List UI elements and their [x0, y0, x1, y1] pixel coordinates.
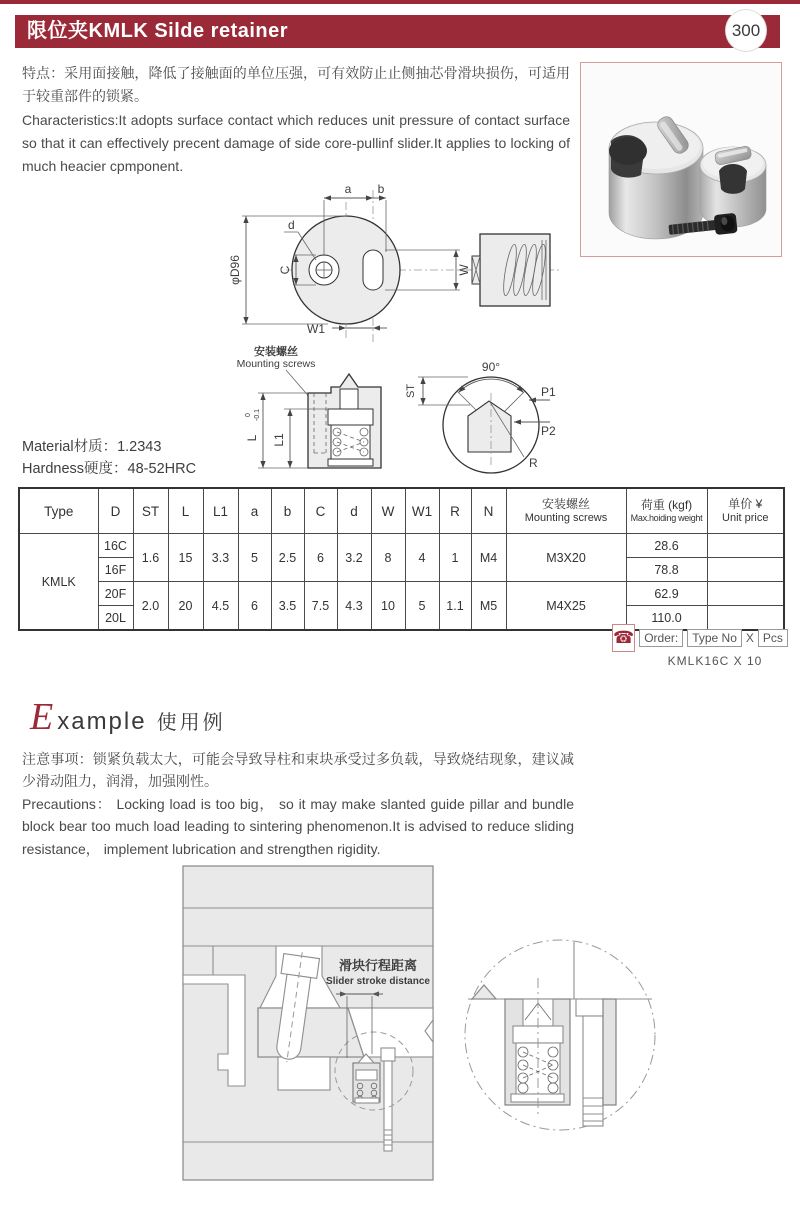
dim-w-label: W — [457, 264, 471, 276]
stroke-label-cn: 滑块行程距离 — [338, 958, 418, 973]
section-drawing — [228, 343, 563, 483]
product-photo — [580, 62, 782, 257]
order-block — [612, 624, 784, 668]
col-type: Type — [19, 488, 98, 534]
assembly-diagram — [150, 858, 770, 1203]
l1-cell: 3.3 — [203, 534, 238, 582]
intro-block — [22, 62, 570, 179]
dim-l-label: L — [245, 434, 259, 442]
col-max-holding-weight: 荷重 (kgf) Max.hoiding weight — [626, 488, 707, 534]
table-row — [19, 582, 784, 606]
col-a: a — [238, 488, 271, 534]
order-pcs: Pcs — [758, 629, 788, 647]
b-cell: 3.5 — [271, 582, 304, 631]
phone-icon: ☎ — [612, 624, 635, 652]
dim-st-label: ST — [405, 383, 417, 399]
mounting-screws-en-label: Mounting screws — [236, 358, 316, 370]
b-cell: 2.5 — [271, 534, 304, 582]
order-label: Order: — [639, 629, 683, 647]
c-cell: 6 — [304, 534, 337, 582]
col-c: C — [304, 488, 337, 534]
col-st: ST — [133, 488, 168, 534]
spec-table — [18, 487, 785, 631]
dim-d-label: d — [288, 218, 295, 232]
r-cell: 1.1 — [439, 582, 471, 631]
dim-l-tol-top: 0 — [245, 413, 252, 417]
screw-cell: M3X20 — [506, 534, 626, 582]
unit-price-cell — [707, 534, 784, 558]
dim-r-label: R — [529, 456, 538, 470]
hardness-line: Hardness硬度：48-52HRC — [22, 461, 197, 478]
order-example: KMLK16C X 10 — [667, 654, 763, 668]
col-d: D — [98, 488, 133, 534]
dim-l1-label: L1 — [272, 433, 286, 447]
w-cell: 8 — [371, 534, 405, 582]
weight-cell: 28.6 — [626, 534, 707, 558]
dim-dia-label: φD96 — [228, 255, 242, 285]
material-line: Material材质：1.2343 — [22, 439, 162, 455]
st-cell: 2.0 — [133, 582, 168, 631]
c-cell: 7.5 — [304, 582, 337, 631]
n-cell: M4 — [471, 534, 506, 582]
col-mounting-screws: 安装螺丝 Mounting screws — [506, 488, 626, 534]
a-cell: 6 — [238, 582, 271, 631]
table-row — [19, 534, 784, 558]
col-w: W — [371, 488, 405, 534]
weight-cell: 110.0 — [626, 606, 707, 631]
l-cell: 20 — [168, 582, 203, 631]
material-block — [22, 436, 196, 481]
col-dd: d — [337, 488, 371, 534]
d-cell: 4.3 — [337, 582, 371, 631]
product-photo-art — [581, 63, 781, 256]
size-cell: 16F — [98, 558, 133, 582]
d-cell: 3.2 — [337, 534, 371, 582]
order-type-no: Type No — [687, 629, 742, 647]
dim-w1-label: W1 — [307, 322, 325, 336]
col-n: N — [471, 488, 506, 534]
dim-c-label: C — [278, 265, 292, 275]
w1-cell: 5 — [405, 582, 439, 631]
dim-b-label: b — [377, 182, 385, 196]
example-rest: xample — [57, 708, 147, 735]
w1-cell: 4 — [405, 534, 439, 582]
col-w1: W1 — [405, 488, 439, 534]
top-rule — [0, 0, 800, 4]
unit-price-cell — [707, 582, 784, 606]
page-title: 限位夹KMLK Silde retainer — [27, 20, 289, 42]
a-cell: 5 — [238, 534, 271, 582]
l1-cell: 4.5 — [203, 582, 238, 631]
dim-a-label: a — [344, 182, 352, 196]
note-cn: 注意事项：锁紧负载太大，可能会导致导柱和束块承受过多负载，导致烧结现象，建议减少滑动阻力，润滑，加强刚性。 — [22, 751, 574, 790]
unit-price-cell — [707, 558, 784, 582]
col-unit-price: 单价 ¥ Unit price — [707, 488, 784, 534]
page-number-badge: 300 — [725, 9, 767, 52]
type-cell: KMLK — [19, 534, 98, 631]
notes-block — [22, 748, 574, 860]
n-cell: M5 — [471, 582, 506, 631]
top-view-drawing — [228, 176, 563, 344]
r-cell: 1 — [439, 534, 471, 582]
example-initial: E — [30, 696, 56, 738]
screw-cell: M4X25 — [506, 582, 626, 631]
dim-p2-label: P2 — [541, 424, 556, 438]
weight-cell: 62.9 — [626, 582, 707, 606]
stroke-label-en: Slider stroke distance — [326, 976, 430, 987]
dim-l-tol-bottom: -0.1 — [254, 408, 261, 421]
page-header — [15, 15, 780, 48]
st-cell: 1.6 — [133, 534, 168, 582]
col-r: R — [439, 488, 471, 534]
size-cell: 20L — [98, 606, 133, 631]
example-cn: 使用例 — [156, 712, 226, 734]
note-en: Precautions： Locking load is too big， so it may make slanted guide pillar and bundle block bear too much load leading to sintering phenomenon.It is advised to reduce sliding resistance， implement lubrication and strengthen rigidity. — [22, 795, 574, 857]
w-cell: 10 — [371, 582, 405, 631]
size-cell: 16C — [98, 534, 133, 558]
dim-p1-label: P1 — [541, 385, 556, 399]
l-cell: 15 — [168, 534, 203, 582]
size-cell: 20F — [98, 582, 133, 606]
table-header-row — [19, 488, 784, 534]
dim-angle-label: 90° — [481, 360, 501, 374]
example-heading — [30, 695, 226, 739]
intro-en: Characteristics:It adopts surface contact which reduces unit pressure of contact surface so that it can effectively precent damage of side core-pullinf slider.It applies to locking of much heacier cpmponent. — [22, 112, 570, 174]
order-times: X — [745, 631, 754, 645]
intro-cn: 特点：采用面接触，降低了接触面的单位压强，可有效防止止侧抽芯骨滑块损伤，可适用于较重部件的锁紧。 — [22, 65, 570, 104]
col-l1: L1 — [203, 488, 238, 534]
weight-cell: 78.8 — [626, 558, 707, 582]
col-b: b — [271, 488, 304, 534]
mounting-screws-cn-label: 安装螺丝 — [254, 346, 298, 358]
col-l: L — [168, 488, 203, 534]
